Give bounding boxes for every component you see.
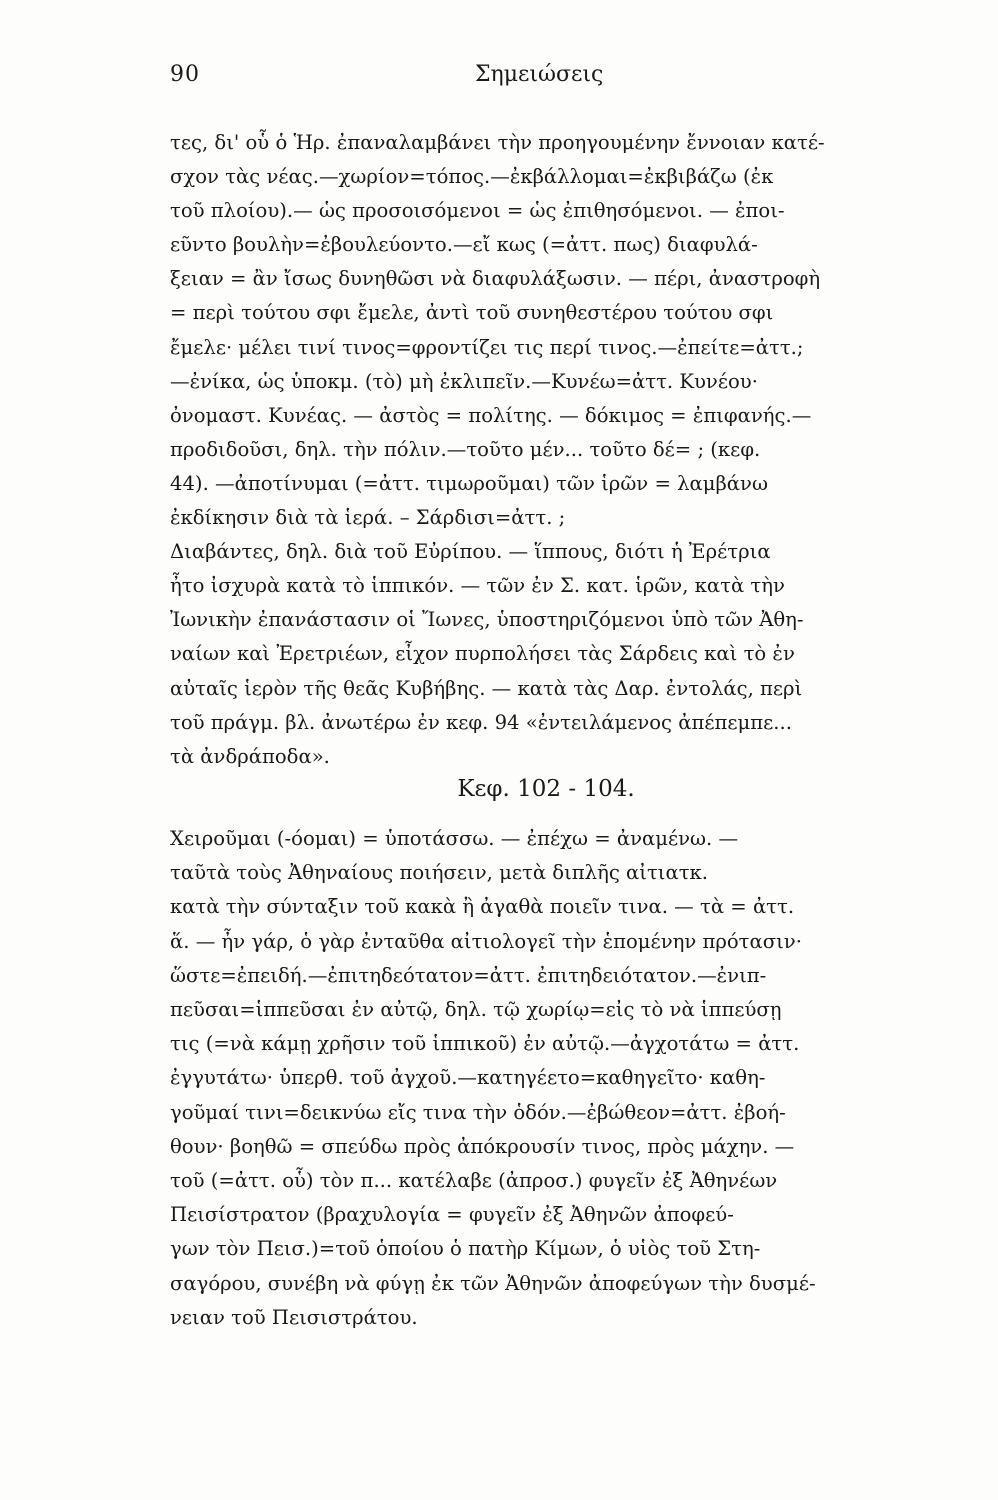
text-line: ἐκδίκησιν διὰ τὰ ἱερά. – Σάρδισι=ἀττ. ; — [170, 506, 566, 530]
text-line: ὥστε=ἐπειδή.—ἐπιτηδεότατον=ἀττ. ἐπιτηδειότατον.—ἐνιπ- — [170, 963, 767, 987]
text-line: ἐγγυτάτω· ὑπερθ. τοῦ ἀγχοῦ.—κατηγέετο=καθηγεῖτο· καθη- — [170, 1066, 766, 1090]
text-line: = περὶ τούτου σφι ἔμελε, ἀντὶ τοῦ συνηθεστέρου τούτου σφι — [170, 301, 774, 325]
text-line: ἅ. — ἦν γάρ, ὁ γὰρ ἐνταῦθα αἰτιολογεῖ τὴν ἑπομένην πρότασιν· — [170, 929, 802, 953]
text-line: ναίων καὶ Ἐρετριέων, εἶχον πυρπολήσει τὰς Σάρδεις καὶ τὸ ἐν — [170, 642, 795, 666]
text-line: 44). —ἀποτίνυμαι (=ἀττ. τιμωροῦμαι) τῶν ἱρῶν = λαμβάνω — [170, 471, 768, 495]
text-line: κατὰ τὴν σύνταξιν τοῦ κακὰ ἢ ἀγαθὰ ποιεῖν τινα. — τὰ = ἀττ. — [170, 895, 795, 919]
text-line: τις (=νὰ κάμῃ χρῆσιν τοῦ ἱππικοῦ) ἐν αὐτῷ.—ἀγχοτάτω = ἀττ. — [170, 1032, 800, 1056]
text-line: νειαν τοῦ Πεισιστράτου. — [170, 1305, 418, 1329]
text-line: Διαβάντες, δηλ. διὰ τοῦ Εὐρίπου. — ἵππους, διότι ἡ Ἐρέτρια — [170, 540, 771, 564]
text-line: ξειαν = ἂν ἴσως δυνηθῶσι νὰ διαφυλάξωσιν. — πέρι, ἀναστροφὴ — [170, 267, 821, 291]
text-line: πεῦσαι=ἱππεῦσαι ἐν αὐτῷ, δηλ. τῷ χωρίῳ=εἰς τὸ νὰ ἱππεύσῃ — [170, 998, 782, 1022]
running-title: Σημειώσεις — [475, 62, 604, 87]
text-line: ταῦτὰ τοὺς Ἀθηναίους ποιήσειν, μετὰ διπλῆς αἰτιατκ. — [170, 861, 709, 885]
text-line: —ἐνίκα, ὡς ὑποκμ. (τὸ) μὴ ἐκλιπεῖν.—Κυνέω=ἀττ. Κυνέου· — [170, 369, 758, 393]
notes-section-2 — [170, 822, 930, 1335]
text-line: προδιδοῦσι, δηλ. τὴν πόλιν.—τοῦτο μέν... τοῦτο δέ= ; (κεφ. — [170, 437, 761, 461]
text-line: αὐταῖς ἱερὸν τῆς θεᾶς Κυβήβης. — κατὰ τὰς Δαρ. ἐντολάς, περὶ — [170, 676, 803, 700]
text-line: τοῦ πράγμ. βλ. ἀνωτέρω ἐν κεφ. 94 «ἐντειλάμενος ἀπέπεμπε... — [170, 710, 792, 734]
text-line: θουν· βοηθῶ = σπεύδω πρὸς ἀπόκρουσίν τινος, πρὸς μάχην. — — [170, 1134, 795, 1158]
text-line: σαγόρου, συνέβη νὰ φύγῃ ἐκ τῶν Ἀθηνῶν ἀποφεύγων τὴν δυσμέ- — [170, 1271, 816, 1295]
text-line: γοῦμαί τινι=δεικνύω εἴς τινα τὴν ὁδόν.—ἐβώθεον=ἀττ. ἐβοή- — [170, 1100, 786, 1124]
text-line: τὰ ἀνδράποδα». — [170, 744, 330, 768]
text-line: Πεισίστρατον (βραχυλογία = φυγεῖν ἐξ Ἀθηνῶν ἀποφεύ- — [170, 1203, 734, 1227]
text-line: ἔμελε· μέλει τινί τινος=φροντίζει τις περί τινος.—ἐπείτε=ἀττ.; — [170, 335, 804, 359]
text-line: σχον τὰς νέας.—χωρίον=τόπος.—ἐκβάλλομαι=ἐκβιβάζω (ἐκ — [170, 165, 774, 189]
page-header — [170, 62, 930, 98]
text-line: Χειροῦμαι (-όομαι) = ὑποτάσσω. — ἐπέχω = ἀναμένω. — — [170, 827, 739, 850]
notes-section-1 — [170, 126, 922, 774]
text-line: γων τὸν Πεισ.)=τοῦ ὁποίου ὁ πατὴρ Κίμων, ὁ υἱὸς τοῦ Στη- — [170, 1237, 761, 1261]
text-line: τοῦ (=ἀττ. οὗ) τὸν π... κατέλαβε (ἀπροσ.) φυγεῖν ἐξ Ἀθηνέων — [170, 1169, 778, 1193]
text-line: Ἰωνικὴν ἐπανάστασιν οἱ Ἴωνες, ὑποστηριζόμενοι ὑπὸ τῶν Ἀθη- — [170, 608, 804, 632]
text-line: ὀνομαστ. Κυνέας. — ἀστὸς = πολίτης. — δόκιμος = ἐπιφανής.— — [170, 403, 812, 427]
page-number: 90 — [170, 62, 200, 87]
text-line: εῦντο βουλὴν=ἐβουλεύοντο.—εἴ κως (=ἀττ. πως) διαφυλά- — [170, 233, 758, 257]
text-line: ἦτο ἰσχυρὰ κατὰ τὸ ἱππικόν. — τῶν ἐν Σ. κατ. ἱρῶν, κατὰ τὴν — [170, 574, 785, 598]
text-line: τες, δι' οὗ ὁ Ἡρ. ἐπαναλαμβάνει τὴν προηγουμένην ἔννοιαν κατέ- — [170, 131, 825, 154]
text-line: τοῦ πλοίου).— ὡς προσοισόμενοι = ὡς ἐπιθησόμενοι. — ἐποι- — [170, 199, 785, 223]
section-heading: Κεφ. 102 - 104. — [457, 776, 635, 802]
